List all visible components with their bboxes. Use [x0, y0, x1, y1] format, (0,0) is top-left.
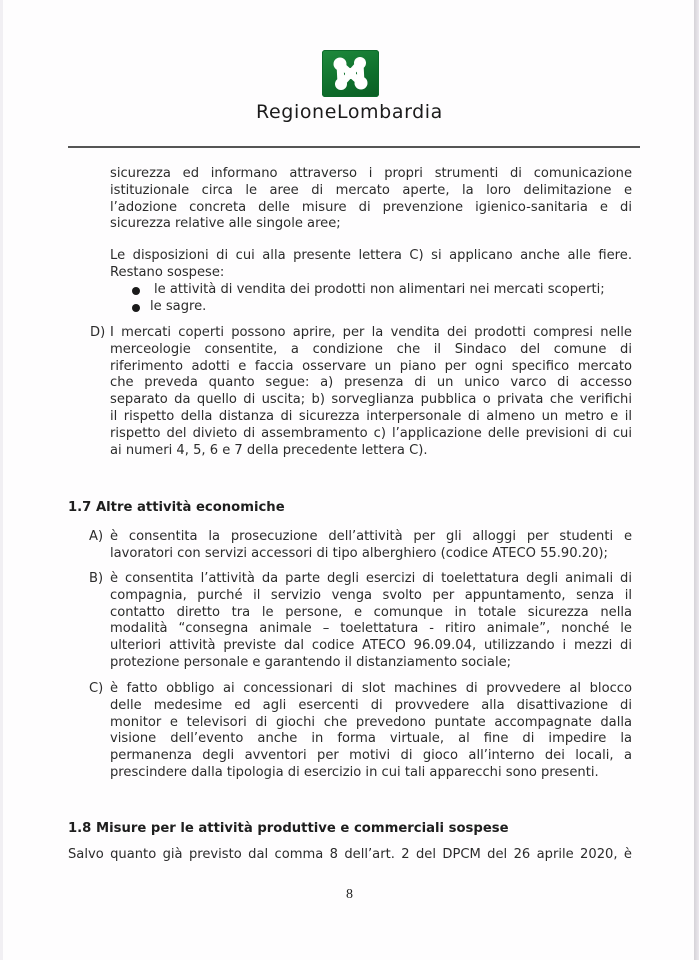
paragraph-line: riferimento adotti e faccia osservare un piano per ogni specifico mercato — [110, 358, 632, 374]
paragraph-line: Restano sospese: — [110, 264, 225, 280]
section-heading-1-8: 1.8 Misure per le attività produttive e commerciali sospese — [68, 821, 509, 836]
brand-name: RegioneLombardia — [256, 101, 443, 123]
page-right-edge — [694, 0, 699, 960]
paragraph-line: Le disposizioni di cui alla presente lettera C) si applicano anche alle fiere. — [110, 248, 632, 263]
paragraph-line: separato da quello di uscita; b) sorveglianza pubblica o privata che verifichi — [110, 392, 632, 408]
paragraph-line: l’adozione concreta delle misure di prevenzione igienico-sanitaria e di — [110, 199, 632, 215]
paragraph-line: compagnia, purché il servizio venga svolto per appuntamento, senza il — [110, 587, 632, 603]
paragraph-line: delle medesime ed agli esercenti di provvedere alla disattivazione di — [110, 697, 632, 713]
paragraph-line: permanenza degli avventori per motivi di gioco all’interno dei locali, a — [110, 748, 632, 764]
paragraph-line: prescindere dalla tipologia di esercizio in cui tali apparecchi sono presenti. — [110, 764, 599, 780]
paragraph-line: protezione personale e garantendo il distanziamento sociale; — [110, 654, 512, 670]
page-number: 8 — [346, 887, 353, 902]
paragraph-line: merceologie consentite, a condizione che il Sindaco del comune di — [110, 341, 632, 357]
item-label: B) — [89, 571, 104, 586]
paragraph-line: monitor e televisori di giochi che prevedono puntate accompagnate dalla — [110, 714, 632, 730]
item-label: A) — [89, 529, 104, 544]
page-left-edge — [0, 0, 3, 960]
paragraph-line: il rispetto della distanza di sicurezza interpersonale di almeno un metro e il — [110, 408, 632, 424]
paragraph-line: I mercati coperti possono aprire, per la vendita dei prodotti compresi nelle — [110, 325, 632, 340]
item-d-paragraph — [110, 325, 632, 459]
paragraph-line: sicurezza ed informano attraverso i propri strumenti di comunicazione — [110, 166, 632, 181]
paragraph-line: istituzionale circa le aree di mercato aperte, la loro delimitazione e — [110, 182, 632, 198]
intro-paragraph — [110, 166, 632, 233]
item-label: D) — [90, 325, 106, 340]
paragraph-line: sicurezza relative alle singole aree; — [110, 216, 341, 232]
bullet-icon — [132, 287, 140, 295]
paragraph-line: lavoratori con servizi accessori di tipo alberghiero (codice ATECO 55.90.20); — [110, 545, 608, 561]
bullet-text: le sagre. — [150, 299, 207, 314]
fiere-paragraph — [110, 248, 632, 282]
paragraph-line: che preveda quanto segue: a) presenza di un unico varco di accesso — [110, 375, 632, 391]
regione-lombardia-logo-icon — [322, 50, 379, 97]
paragraph-line: è consentita l’attività da parte degli esercizi di toelettatura degli animali di — [110, 571, 632, 586]
section-heading-1-7: 1.7 Altre attività economiche — [68, 500, 285, 515]
item-c-paragraph — [110, 681, 632, 782]
rosa-camuna-icon — [322, 50, 379, 97]
paragraph-line: contatto diretto tra le persone, e comunque in totale sicurezza nella — [110, 604, 632, 620]
paragraph-line: ulteriori attività previste dal codice ATECO 96.09.04, utilizzando i mezzi di — [110, 638, 632, 654]
paragraph-line: è fatto obbligo ai concessionari di slot machines di provvedere al blocco — [110, 681, 632, 696]
paragraph-line: modalità “consegna animale – toelettatura - ritiro animale”, nonché le — [110, 621, 632, 637]
section-1-8-paragraph — [68, 847, 632, 864]
item-a-paragraph — [110, 529, 632, 563]
bullet-text: le attività di vendita dei prodotti non alimentari nei mercati scoperti; — [154, 282, 605, 297]
paragraph-line: Salvo quanto già previsto dal comma 8 dell’art. 2 del DPCM del 26 aprile 2020, è — [68, 847, 632, 862]
item-b-paragraph — [110, 571, 632, 672]
item-label: C) — [89, 681, 104, 696]
paragraph-line: ai numeri 4, 5, 6 e 7 della precedente lettera C). — [110, 442, 428, 458]
paragraph-line: visione dell’evento anche in forma virtuale, al fine di impedire la — [110, 731, 632, 747]
bullet-icon — [132, 304, 140, 312]
header-divider — [68, 146, 640, 148]
paragraph-line: è consentita la prosecuzione dell’attività per gli alloggi per studenti e — [110, 529, 632, 544]
paragraph-line: rispetto del divieto di assembramento c) l’applicazione delle previsioni di cui — [110, 425, 632, 441]
